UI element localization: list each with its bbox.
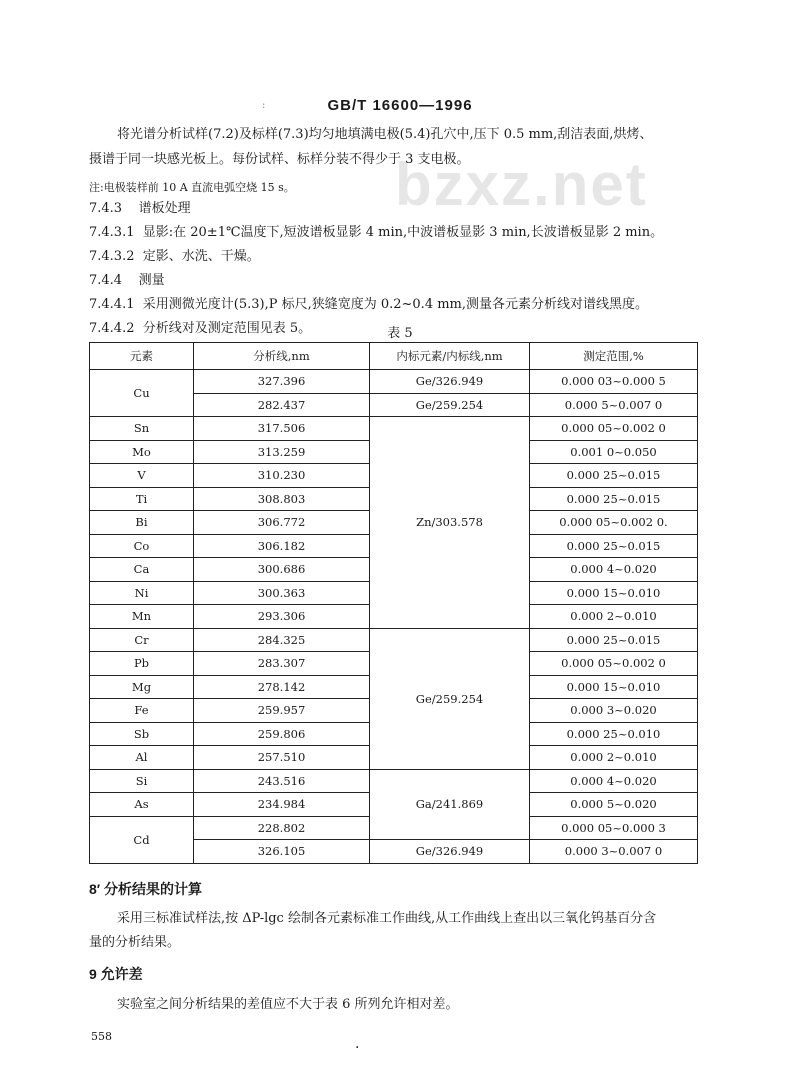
section-7-4-3 xyxy=(89,197,191,216)
cell-line: 313.259 xyxy=(194,440,370,464)
section-7-4-3-2 xyxy=(89,245,260,264)
cell-element: Cu xyxy=(90,370,194,417)
section-text: 显影:在 20±1℃温度下,短波谱板显影 4 min,中波谱板显影 3 min,长波谱板显影 2 min。 xyxy=(142,225,664,240)
table-row xyxy=(90,769,698,793)
section-number: 7.4.4.2 xyxy=(89,321,135,336)
table-row xyxy=(90,370,698,394)
section-9-heading: 9 允许差 xyxy=(89,966,143,982)
cell-range: 0.000 4~0.020 xyxy=(530,769,698,793)
section-8-text-1: 采用三标准试样法,按 ΔP-lgc 绘制各元素标准工作曲线,从工作曲线上查出以三氧化钨基百分含 xyxy=(117,911,657,926)
cell-element: Ti xyxy=(90,487,194,511)
cell-element: Si xyxy=(90,769,194,793)
cell-range: 0.000 25~0.015 xyxy=(530,487,698,511)
cell-element: Co xyxy=(90,534,194,558)
section-text: 定影、水洗、干燥。 xyxy=(142,249,260,264)
section-8-heading: 8′ 分析结果的计算 xyxy=(89,881,203,897)
cell-internal: Ge/259.254 xyxy=(370,628,530,769)
cell-line: 259.806 xyxy=(194,722,370,746)
section-7-4-4 xyxy=(89,269,165,288)
table-header-row xyxy=(90,343,698,370)
cell-internal: Ge/326.949 xyxy=(370,370,530,394)
cell-line: 317.506 xyxy=(194,417,370,441)
cell-range: 0.000 05~0.002 0 xyxy=(530,417,698,441)
cell-range: 0.000 25~0.015 xyxy=(530,628,698,652)
cell-element: V xyxy=(90,464,194,488)
intro-line-2: 摄谱于同一块感光板上。每份试样、标样分装不得少于 3 支电极。 xyxy=(89,152,470,167)
cell-internal: Ge/326.949 xyxy=(370,840,530,864)
cell-range: 0.000 03~0.000 5 xyxy=(530,370,698,394)
page-number: 558 xyxy=(91,1030,112,1043)
cell-range: 0.000 05~0.000 3 xyxy=(530,816,698,840)
cell-line: 308.803 xyxy=(194,487,370,511)
cell-range: 0.000 2~0.010 xyxy=(530,746,698,770)
cell-element: Mn xyxy=(90,605,194,629)
cell-range: 0.000 15~0.010 xyxy=(530,675,698,699)
cell-element: Bi xyxy=(90,511,194,535)
cell-element: Cr xyxy=(90,628,194,652)
standard-number-header: GB/T 16600—1996 xyxy=(327,97,473,114)
section-text: 测量 xyxy=(138,273,165,288)
header-range: 测定范围,% xyxy=(530,343,698,370)
section-9-text: 实验室之间分析结果的差值应不大于表 6 所列允许相对差。 xyxy=(117,997,459,1012)
intro-note: 注:电极装样前 10 A 直流电弧空烧 15 s。 xyxy=(89,181,295,194)
cell-range: 0.000 2~0.010 xyxy=(530,605,698,629)
cell-element: Ni xyxy=(90,581,194,605)
cell-line: 306.182 xyxy=(194,534,370,558)
section-number: 7.4.3.2 xyxy=(89,249,135,264)
section-text: 谱板处理 xyxy=(138,201,191,216)
section-7-4-4-1 xyxy=(89,293,648,312)
section-text: 采用测微光度计(5.3),P 标尺,狭缝宽度为 0.2~0.4 mm,测量各元素分析线对谱线黑度。 xyxy=(142,297,649,312)
watermark: bzxz.net xyxy=(395,151,648,218)
cell-line: 282.437 xyxy=(194,393,370,417)
cell-line: 278.142 xyxy=(194,675,370,699)
cell-range: 0.000 05~0.002 0. xyxy=(530,511,698,535)
cell-element: Cd xyxy=(90,816,194,863)
cell-element: Sb xyxy=(90,722,194,746)
cell-range: 0.000 5~0.020 xyxy=(530,793,698,817)
intro-line-1: 将光谱分析试样(7.2)及标样(7.3)均匀地填满电极(5.4)孔穴中,压下 0.5 mm,刮洁表面,烘烤、 xyxy=(117,127,653,142)
cell-internal: Ge/259.254 xyxy=(370,393,530,417)
footer-mark: . xyxy=(355,1036,360,1052)
cell-range: 0.000 05~0.002 0 xyxy=(530,652,698,676)
section-7-4-3-1 xyxy=(89,221,663,240)
cell-range: 0.000 3~0.007 0 xyxy=(530,840,698,864)
cell-line: 293.306 xyxy=(194,605,370,629)
cell-line: 310.230 xyxy=(194,464,370,488)
cell-range: 0.000 4~0.020 xyxy=(530,558,698,582)
header-element: 元素 xyxy=(90,343,194,370)
cell-element: Mg xyxy=(90,675,194,699)
cell-range: 0.000 3~0.020 xyxy=(530,699,698,723)
cell-line: 300.363 xyxy=(194,581,370,605)
cell-element: Mo xyxy=(90,440,194,464)
table-5 xyxy=(89,342,698,864)
section-text: 分析线对及测定范围见表 5。 xyxy=(142,321,312,336)
section-number: 7.4.4.1 xyxy=(89,297,135,312)
cell-element: Sn xyxy=(90,417,194,441)
cell-line: 326.105 xyxy=(194,840,370,864)
cell-element: Pb xyxy=(90,652,194,676)
table-row xyxy=(90,628,698,652)
cell-range: 0.000 25~0.015 xyxy=(530,534,698,558)
cell-line: 306.772 xyxy=(194,511,370,535)
cell-element: Fe xyxy=(90,699,194,723)
cell-internal: Ga/241.869 xyxy=(370,769,530,840)
cell-range: 0.000 25~0.010 xyxy=(530,722,698,746)
cell-line: 234.984 xyxy=(194,793,370,817)
header-internal-standard: 内标元素/内标线,nm xyxy=(370,343,530,370)
cell-line: 284.325 xyxy=(194,628,370,652)
cell-internal: Zn/303.578 xyxy=(370,417,530,629)
cell-line: 327.396 xyxy=(194,370,370,394)
cell-element: As xyxy=(90,793,194,817)
section-number: 7.4.3 xyxy=(89,201,123,216)
table-caption: 表 5 xyxy=(387,326,413,341)
cell-range: 0.001 0~0.050 xyxy=(530,440,698,464)
section-8-text-2: 量的分析结果。 xyxy=(89,935,181,950)
cell-line: 243.516 xyxy=(194,769,370,793)
cell-range: 0.000 25~0.015 xyxy=(530,464,698,488)
cell-range: 0.000 15~0.010 xyxy=(530,581,698,605)
header-mark: : xyxy=(262,100,266,111)
cell-element: Al xyxy=(90,746,194,770)
table-row xyxy=(90,417,698,441)
section-number: 7.4.3.1 xyxy=(89,225,135,240)
cell-range: 0.000 5~0.007 0 xyxy=(530,393,698,417)
cell-line: 300.686 xyxy=(194,558,370,582)
cell-line: 283.307 xyxy=(194,652,370,676)
header-analysis-line: 分析线,nm xyxy=(194,343,370,370)
section-number: 7.4.4 xyxy=(89,273,123,288)
cell-line: 228.802 xyxy=(194,816,370,840)
cell-element: Ca xyxy=(90,558,194,582)
cell-line: 257.510 xyxy=(194,746,370,770)
cell-line: 259.957 xyxy=(194,699,370,723)
